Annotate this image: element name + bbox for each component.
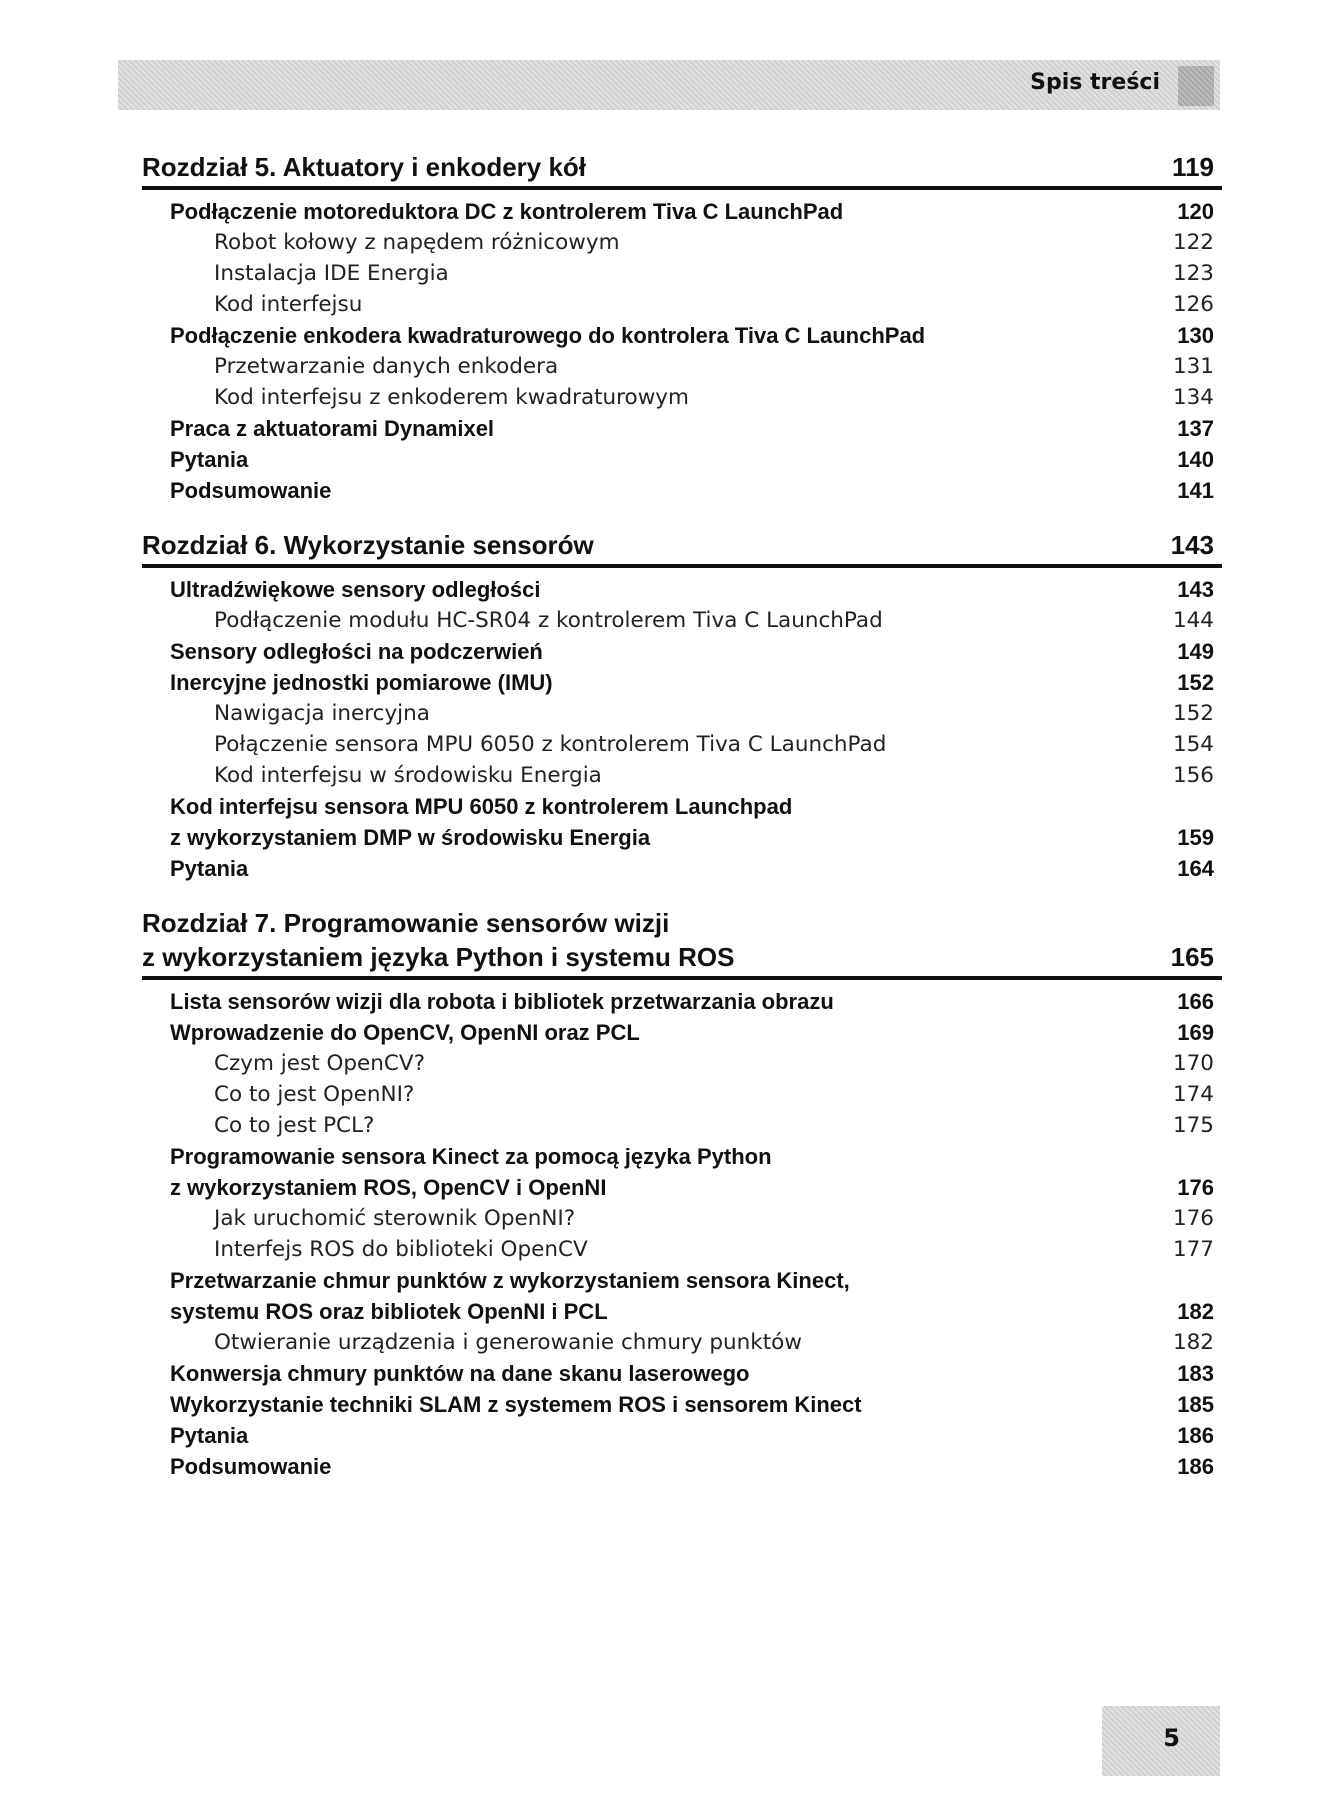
running-header-title: Spis treści — [1030, 70, 1160, 95]
entry-title-line: Pytania — [170, 1423, 249, 1448]
toc-section-entry — [142, 1017, 1222, 1048]
entry-title-line: Praca z aktuatorami Dynamixel — [170, 416, 495, 441]
entry-page-number: 152 — [1172, 701, 1214, 726]
chapter-heading — [142, 906, 1222, 980]
toc-subsection-entry — [142, 760, 1222, 791]
entry-title — [214, 1110, 374, 1141]
entry-title-line: Programowanie sensora Kinect za pomocą języka Python — [170, 1144, 772, 1169]
entry-page-number: 182 — [1177, 1299, 1214, 1324]
entry-title — [170, 853, 248, 884]
entry-title — [214, 258, 449, 289]
chapter-heading — [142, 528, 1222, 568]
entry-title-line: Połączenie sensora MPU 6050 z kontrolerem Tiva C LaunchPad — [214, 732, 887, 757]
chapter-page-number: 143 — [1170, 530, 1214, 560]
entry-title — [214, 351, 558, 382]
chapter-title-line: Rozdział 6. Wykorzystanie sensorów — [142, 530, 594, 560]
toc-section-entry — [142, 1141, 1222, 1203]
entry-title-line: Kod interfejsu sensora MPU 6050 z kontrolerem Launchpad — [170, 794, 793, 819]
entry-title-line: Pytania — [170, 447, 249, 472]
entry-page-number: 134 — [1172, 385, 1214, 410]
entry-page-number: 186 — [1177, 1423, 1214, 1448]
entry-page-number: 174 — [1172, 1082, 1214, 1107]
entry-title — [214, 227, 620, 258]
page-footer — [1102, 1706, 1220, 1776]
entry-title-line: Podłączenie motoreduktora DC z kontrolerem Tiva C LaunchPad — [170, 199, 844, 224]
entry-page-number: 169 — [1177, 1020, 1214, 1045]
entry-title — [214, 1234, 588, 1265]
toc-section-entry — [142, 986, 1222, 1017]
toc-subsection-entry — [142, 258, 1222, 289]
chapter-title-line: Rozdział 5. Aktuatory i enkodery kół — [142, 152, 587, 182]
entry-title-line: z wykorzystaniem ROS, OpenCV i OpenNI — [170, 1175, 607, 1200]
toc-subsection-entry — [142, 1048, 1222, 1079]
entry-title-line: Przetwarzanie chmur punktów z wykorzystaniem sensora Kinect, — [170, 1268, 850, 1293]
toc-subsection-entry — [142, 289, 1222, 320]
entry-title — [170, 1141, 772, 1203]
chapter-title-line: z wykorzystaniem języka Python i systemu ROS — [142, 942, 735, 972]
entry-title-line: Ultradźwiękowe sensory odległości — [170, 577, 541, 602]
entry-page-number: 131 — [1172, 354, 1214, 379]
chapter-title — [142, 528, 594, 562]
chapter-title-line: Rozdział 7. Programowanie sensorów wizji — [142, 908, 670, 938]
toc-section-entry — [142, 1389, 1222, 1420]
entry-title-line: Kod interfejsu z enkoderem kwadraturowym — [214, 385, 689, 410]
entry-title-line: Czym jest OpenCV? — [214, 1051, 426, 1076]
entry-title — [170, 196, 843, 227]
toc-subsection-entry — [142, 1327, 1222, 1358]
chapter-section — [142, 906, 1222, 1482]
entry-page-number: 177 — [1172, 1237, 1214, 1262]
entry-page-number: 149 — [1177, 639, 1214, 664]
entry-title — [170, 320, 925, 351]
entry-title-line: Otwieranie urządzenia i generowanie chmury punktów — [214, 1330, 802, 1355]
entry-title — [170, 1017, 640, 1048]
entry-title-line: Kod interfejsu — [214, 292, 363, 317]
entry-page-number: 170 — [1172, 1051, 1214, 1076]
toc-section-entry — [142, 413, 1222, 444]
entry-page-number: 175 — [1172, 1113, 1214, 1138]
entry-title — [170, 636, 543, 667]
entry-page-number: 159 — [1177, 825, 1214, 850]
entry-title-line: Nawigacja inercyjna — [214, 701, 430, 726]
entry-page-number: 183 — [1177, 1361, 1214, 1386]
toc-section-entry — [142, 667, 1222, 698]
entry-page-number: 123 — [1172, 261, 1214, 286]
entry-page-number: 154 — [1172, 732, 1214, 757]
table-of-contents — [142, 150, 1222, 1504]
toc-section-entry — [142, 444, 1222, 475]
entry-title — [170, 791, 792, 853]
toc-section-entry — [142, 1265, 1222, 1327]
entry-page-number: 144 — [1172, 608, 1214, 633]
toc-section-entry — [142, 320, 1222, 351]
entry-page-number: 130 — [1177, 323, 1214, 348]
entry-page-number: 182 — [1172, 1330, 1214, 1355]
header-tab-marker — [1178, 66, 1214, 106]
entry-title — [170, 667, 553, 698]
running-header — [118, 60, 1220, 110]
chapter-page-number: 119 — [1172, 152, 1214, 182]
entry-title — [214, 729, 886, 760]
entry-title-line: Podłączenie enkodera kwadraturowego do kontrolera Tiva C LaunchPad — [170, 323, 926, 348]
entry-title-line: Przetwarzanie danych enkodera — [214, 354, 559, 379]
entry-page-number: 186 — [1177, 1454, 1214, 1479]
entry-page-number: 120 — [1177, 199, 1214, 224]
entry-title — [214, 1079, 414, 1110]
entry-title-line: Jak uruchomić sterownik OpenNI? — [214, 1206, 576, 1231]
entry-page-number: 140 — [1177, 447, 1214, 472]
entry-title-line: Konwersja chmury punktów na dane skanu laserowego — [170, 1361, 750, 1386]
entry-title — [170, 475, 331, 506]
entry-title-line: Pytania — [170, 856, 249, 881]
entry-title-line: Interfejs ROS do biblioteki OpenCV — [214, 1237, 588, 1262]
chapter-section — [142, 528, 1222, 884]
entry-title-line: Co to jest PCL? — [214, 1113, 375, 1138]
entry-page-number: 126 — [1172, 292, 1214, 317]
entry-title — [214, 382, 689, 413]
entry-page-number: 141 — [1177, 478, 1214, 503]
entry-title — [214, 1203, 575, 1234]
entry-title — [214, 289, 362, 320]
toc-subsection-entry — [142, 729, 1222, 760]
page-number: 5 — [1163, 1724, 1180, 1752]
toc-section-entry — [142, 1451, 1222, 1482]
toc-section-entry — [142, 853, 1222, 884]
toc-subsection-entry — [142, 382, 1222, 413]
entry-page-number: 176 — [1172, 1206, 1214, 1231]
entry-title-line: Wykorzystanie techniki SLAM z systemem ROS i sensorem Kinect — [170, 1392, 862, 1417]
entry-title — [170, 1358, 749, 1389]
entry-title — [214, 760, 602, 791]
entry-title — [170, 986, 834, 1017]
entry-title — [214, 1327, 802, 1358]
toc-subsection-entry — [142, 351, 1222, 382]
entry-title — [170, 1420, 248, 1451]
entry-page-number: 185 — [1177, 1392, 1214, 1417]
entry-page-number: 176 — [1177, 1175, 1214, 1200]
entry-title-line: Inercyjne jednostki pomiarowe (IMU) — [170, 670, 553, 695]
entry-title — [214, 605, 883, 636]
entry-title-line: Podsumowanie — [170, 1454, 332, 1479]
entry-page-number: 156 — [1172, 763, 1214, 788]
toc-section-entry — [142, 791, 1222, 853]
chapter-section — [142, 150, 1222, 506]
entry-title-line: Sensory odległości na podczerwień — [170, 639, 543, 664]
entry-page-number: 143 — [1177, 577, 1214, 602]
toc-subsection-entry — [142, 698, 1222, 729]
entry-title — [170, 1451, 331, 1482]
entry-title-line: z wykorzystaniem DMP w środowisku Energia — [170, 825, 651, 850]
toc-subsection-entry — [142, 1203, 1222, 1234]
entry-page-number: 164 — [1177, 856, 1214, 881]
chapter-page-number: 165 — [1170, 942, 1214, 972]
toc-subsection-entry — [142, 227, 1222, 258]
toc-section-entry — [142, 636, 1222, 667]
entry-page-number: 166 — [1177, 989, 1214, 1014]
entry-page-number: 122 — [1172, 230, 1214, 255]
toc-subsection-entry — [142, 1079, 1222, 1110]
entry-title — [170, 413, 494, 444]
toc-section-entry — [142, 574, 1222, 605]
chapter-title — [142, 150, 586, 184]
chapter-title — [142, 906, 734, 974]
entry-title-line: Lista sensorów wizji dla robota i bibliotek przetwarzania obrazu — [170, 989, 834, 1014]
toc-section-entry — [142, 475, 1222, 506]
entry-title — [170, 444, 248, 475]
toc-subsection-entry — [142, 605, 1222, 636]
entry-title-line: Kod interfejsu w środowisku Energia — [214, 763, 602, 788]
entry-page-number: 137 — [1177, 416, 1214, 441]
entry-title — [170, 1389, 862, 1420]
entry-title — [170, 1265, 850, 1327]
entry-title-line: Instalacja IDE Energia — [214, 261, 449, 286]
entry-page-number: 152 — [1177, 670, 1214, 695]
entry-title-line: Podłączenie modułu HC-SR04 z kontrolerem Tiva C LaunchPad — [214, 608, 883, 633]
entry-title-line: Podsumowanie — [170, 478, 332, 503]
entry-title-line: Co to jest OpenNI? — [214, 1082, 415, 1107]
entry-title-line: Robot kołowy z napędem różnicowym — [214, 230, 620, 255]
entry-title-line: systemu ROS oraz bibliotek OpenNI i PCL — [170, 1299, 608, 1324]
entry-title — [214, 1048, 425, 1079]
toc-section-entry — [142, 1358, 1222, 1389]
toc-section-entry — [142, 1420, 1222, 1451]
entry-title-line: Wprowadzenie do OpenCV, OpenNI oraz PCL — [170, 1020, 640, 1045]
entry-title — [170, 574, 540, 605]
chapter-heading — [142, 150, 1222, 190]
toc-section-entry — [142, 196, 1222, 227]
toc-subsection-entry — [142, 1234, 1222, 1265]
entry-title — [214, 698, 430, 729]
toc-subsection-entry — [142, 1110, 1222, 1141]
